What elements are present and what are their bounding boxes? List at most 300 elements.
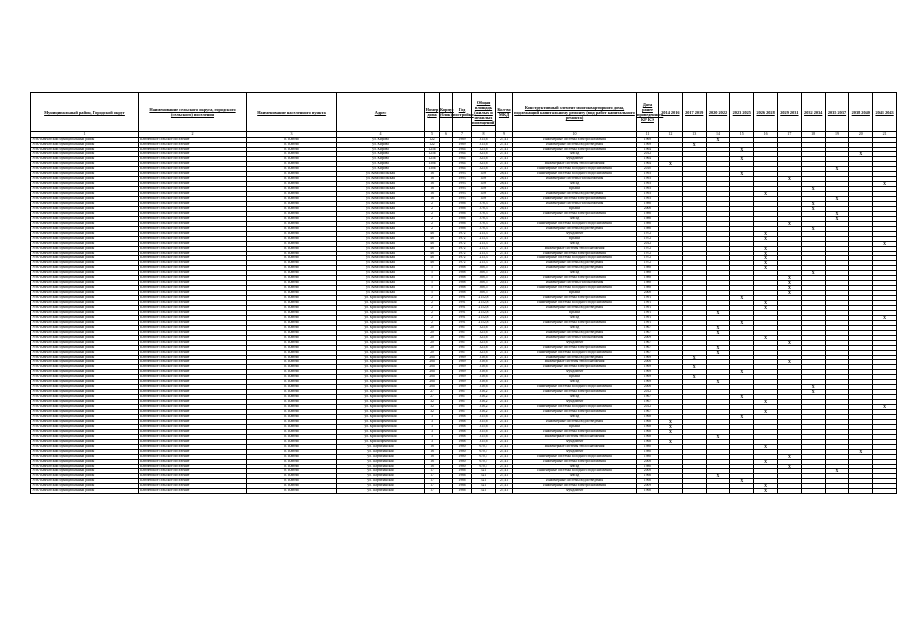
cell-district: Усть-Камчатский муниципальный район: [31, 335, 139, 340]
cell-year: 1968: [453, 414, 472, 419]
cell-count: 27,41: [496, 489, 513, 494]
cell-locality: п. Ключи: [247, 236, 337, 241]
cell-period: X: [659, 424, 683, 429]
cell-year: 1969: [453, 365, 472, 370]
cell-area: 315,6: [472, 414, 496, 419]
cell-year: 1980: [453, 464, 472, 469]
cell-address: ул. Красноармейская: [337, 390, 425, 395]
cell-area: 321: [472, 469, 496, 474]
cell-address: ул. Красноармейская: [337, 405, 425, 410]
cell-prev-repair: 2008: [637, 291, 659, 296]
cell-year: 1986: [453, 206, 472, 211]
cell-element: Инженерные системы холодного водоснабжения: [513, 405, 637, 410]
cell-year: 1991: [453, 296, 472, 301]
cell-period: X: [706, 434, 730, 439]
cell-settlement: Ключевское сельское поселение: [139, 350, 247, 355]
cell-address: ул. Комсомольская: [337, 206, 425, 211]
cell-house: 2: [425, 211, 440, 216]
cell-district: Усть-Камчатский муниципальный район: [31, 410, 139, 415]
cell-settlement: Ключевское сельское поселение: [139, 291, 247, 296]
cell-address: ул. Партизанская: [337, 479, 425, 484]
cell-period: X: [825, 469, 849, 474]
cell-year: 1991: [453, 310, 472, 315]
cell-count: 27,41: [496, 231, 513, 236]
cell-element: Инженерные системы холодного водоснабжения: [513, 221, 637, 226]
cell-prev-repair: 1969: [637, 137, 659, 142]
cell-element: Инженерные системы теплоснабжения: [513, 246, 637, 251]
cell-address: ул. Комсомольская: [337, 197, 425, 202]
cell-locality: п. Ключи: [247, 276, 337, 281]
header-period: 2029 2031: [777, 93, 801, 132]
column-number: 16: [754, 132, 778, 138]
cell-prev-repair: 1972: [637, 236, 659, 241]
cell-district: Усть-Камчатский муниципальный район: [31, 439, 139, 444]
cell-house: 2: [425, 315, 440, 320]
cell-element: Фундамент: [513, 449, 637, 454]
header-period: 2023 2025: [730, 93, 754, 132]
cell-count: 28,41: [496, 182, 513, 187]
cell-period: X: [849, 449, 873, 454]
cell-prev-repair: 1988: [637, 281, 659, 286]
cell-count: 27,41: [496, 345, 513, 350]
cell-count: 27,41: [496, 226, 513, 231]
cell-area: 2152,8: [472, 320, 496, 325]
cell-year: 1972: [453, 261, 472, 266]
cell-address: ул. Комсомольская: [337, 251, 425, 256]
cell-district: Усть-Камчатский муниципальный район: [31, 340, 139, 345]
cell-count: 20,41: [496, 286, 513, 291]
cell-settlement: Ключевское сельское поселение: [139, 172, 247, 177]
cell-element: Фасад: [513, 152, 637, 157]
cell-period: X: [873, 182, 897, 187]
cell-year: 1969: [453, 385, 472, 390]
cell-count: 27,41: [496, 429, 513, 434]
cell-prev-repair: 1986: [637, 201, 659, 206]
cell-district: Усть-Камчатский муниципальный район: [31, 350, 139, 355]
cell-house: 2: [425, 296, 440, 301]
cell-house: 130а: [425, 167, 440, 172]
cell-prev-repair: 1967: [637, 340, 659, 345]
cell-element: Инженерные системы водоотведения: [513, 306, 637, 311]
cell-period: X: [706, 310, 730, 315]
cell-prev-repair: 1993: [637, 172, 659, 177]
cell-address: ул. Красноармейская: [337, 306, 425, 311]
cell-district: Усть-Камчатский муниципальный район: [31, 197, 139, 202]
cell-locality: п. Ключи: [247, 241, 337, 246]
cell-count: 27,41: [496, 434, 513, 439]
cell-period: X: [706, 350, 730, 355]
cell-settlement: Ключевское сельское поселение: [139, 162, 247, 167]
cell-element: Инженерные системы водоотведения: [513, 142, 637, 147]
cell-district: Усть-Камчатский муниципальный район: [31, 464, 139, 469]
cell-locality: п. Ключи: [247, 355, 337, 360]
cell-count: 23,41: [496, 296, 513, 301]
cell-element: Инженерные системы электроснабжения: [513, 296, 637, 301]
cell-prev-repair: 2009: [637, 335, 659, 340]
cell-settlement: Ключевское сельское поселение: [139, 256, 247, 261]
cell-year: 1964: [453, 147, 472, 152]
cell-house: 26а: [425, 380, 440, 385]
cell-year: 1986: [453, 216, 472, 221]
cell-locality: п. Ключи: [247, 251, 337, 256]
cell-prev-repair: 1967: [637, 345, 659, 350]
cell-prev-repair: 1988: [637, 276, 659, 281]
cell-count: 20,41: [496, 281, 513, 286]
cell-district: Усть-Камчатский муниципальный район: [31, 414, 139, 419]
cell-period: X: [825, 211, 849, 216]
cell-address: ул. Красноармейская: [337, 400, 425, 405]
cell-area: 323,6: [472, 345, 496, 350]
cell-house: 2: [425, 216, 440, 221]
header-period: 2014 2016: [659, 93, 683, 132]
cell-period: X: [706, 474, 730, 479]
cell-area: 213,3: [472, 236, 496, 241]
cell-address: ул. Комсомольская: [337, 281, 425, 286]
cell-count: 26,41: [496, 206, 513, 211]
cell-settlement: Ключевское сельское поселение: [139, 187, 247, 192]
cell-district: Усть-Камчатский муниципальный район: [31, 400, 139, 405]
cell-house: 125а: [425, 152, 440, 157]
cell-element: Инженерные системы электроснабжения: [513, 320, 637, 325]
cell-area: 316,2: [472, 395, 496, 400]
cell-area: 459: [472, 177, 496, 182]
cell-element: Инженерные системы электроснабжения: [513, 137, 637, 142]
cell-district: Усть-Камчатский муниципальный район: [31, 281, 139, 286]
cell-district: Усть-Камчатский муниципальный район: [31, 177, 139, 182]
cell-area: 315,6: [472, 424, 496, 429]
column-number: 13: [682, 132, 706, 138]
cell-count: 27,41: [496, 365, 513, 370]
cell-element: Инженерные системы водоотведения: [513, 192, 637, 197]
cell-area: 378,3: [472, 206, 496, 211]
cell-prev-repair: 1993: [637, 197, 659, 202]
cell-house: 16: [425, 454, 440, 459]
cell-district: Усть-Камчатский муниципальный район: [31, 266, 139, 271]
cell-period: X: [754, 301, 778, 306]
cell-locality: п. Ключи: [247, 221, 337, 226]
cell-area: 316,2: [472, 400, 496, 405]
cell-year: 1988: [453, 276, 472, 281]
cell-area: 318,6: [472, 355, 496, 360]
cell-period: X: [706, 345, 730, 350]
cell-district: Усть-Камчатский муниципальный район: [31, 301, 139, 306]
cell-district: Усть-Камчатский муниципальный район: [31, 137, 139, 142]
header-period: 2017 2019: [682, 93, 706, 132]
cell-period: X: [706, 137, 730, 142]
cell-area: 2152,8: [472, 310, 496, 315]
cell-area: 366,5: [472, 291, 496, 296]
cell-area: 318,6: [472, 375, 496, 380]
cell-element: Инженерные системы теплоснабжения: [513, 162, 637, 167]
cell-settlement: Ключевское сельское поселение: [139, 296, 247, 301]
cell-period: X: [754, 266, 778, 271]
cell-year: 1967: [453, 390, 472, 395]
cell-settlement: Ключевское сельское поселение: [139, 360, 247, 365]
cell-address: ул. Красноармейская: [337, 320, 425, 325]
cell-settlement: Ключевское сельское поселение: [139, 157, 247, 162]
cell-count: 27,41: [496, 400, 513, 405]
cell-locality: п. Ключи: [247, 226, 337, 231]
cell-address: ул. Комсомольская: [337, 256, 425, 261]
cell-prev-repair: 1991: [637, 310, 659, 315]
cell-district: Усть-Камчатский муниципальный район: [31, 236, 139, 241]
table-body: [31, 137, 897, 494]
cell-address: ул. Комсомольская: [337, 177, 425, 182]
cell-period: X: [754, 261, 778, 266]
cell-prev-repair: 1972: [637, 256, 659, 261]
cell-prev-repair: 1968: [637, 439, 659, 444]
cell-district: Усть-Камчатский муниципальный район: [31, 231, 139, 236]
cell-district: Усть-Камчатский муниципальный район: [31, 206, 139, 211]
cell-count: 27,41: [496, 414, 513, 419]
cell-address: ул. Красноармейская: [337, 335, 425, 340]
cell-address: ул. Комсомольская: [337, 276, 425, 281]
cell-settlement: Ключевское сельское поселение: [139, 231, 247, 236]
cell-address: ул. Красноармейская: [337, 310, 425, 315]
cell-district: Усть-Камчатский муниципальный район: [31, 429, 139, 434]
cell-element: Инженерные системы холодного водоснабжения: [513, 301, 637, 306]
cell-district: Усть-Камчатский муниципальный район: [31, 152, 139, 157]
cell-house: 5: [425, 291, 440, 296]
cell-count: 27,41: [496, 355, 513, 360]
cell-element: Фасад: [513, 182, 637, 187]
cell-locality: п. Ключи: [247, 211, 337, 216]
cell-count: 23,41: [496, 301, 513, 306]
cell-settlement: Ключевское сельское поселение: [139, 142, 247, 147]
column-number: 10: [513, 132, 637, 138]
cell-year: 1964: [453, 162, 472, 167]
cell-house: 26а: [425, 355, 440, 360]
cell-area: 366,5: [472, 286, 496, 291]
cell-year: 1967: [453, 330, 472, 335]
cell-settlement: Ключевское сельское поселение: [139, 449, 247, 454]
table-row: [31, 489, 897, 494]
cell-count: 27,41: [496, 419, 513, 424]
cell-element: Инженерные системы электроснабжения: [513, 147, 637, 152]
cell-settlement: Ключевское сельское поселение: [139, 385, 247, 390]
cell-house: 16: [425, 177, 440, 182]
cell-settlement: Ключевское сельское поселение: [139, 206, 247, 211]
cell-area: 213,3: [472, 261, 496, 266]
header-address: Адрес: [337, 93, 425, 132]
cell-count: 23,41: [496, 310, 513, 315]
cell-settlement: Ключевское сельское поселение: [139, 286, 247, 291]
cell-settlement: Ключевское сельское поселение: [139, 320, 247, 325]
cell-count: 28,41: [496, 192, 513, 197]
cell-count: 27,41: [496, 246, 513, 251]
cell-area: 321: [472, 474, 496, 479]
cell-area: 323,6: [472, 325, 496, 330]
cell-locality: п. Ключи: [247, 192, 337, 197]
cell-locality: п. Ключи: [247, 137, 337, 142]
cell-locality: п. Ключи: [247, 246, 337, 251]
cell-period: X: [801, 226, 825, 231]
cell-area: 323,6: [472, 162, 496, 167]
cell-locality: п. Ключи: [247, 266, 337, 271]
cell-area: 315,6: [472, 439, 496, 444]
cell-district: Усть-Камчатский муниципальный район: [31, 360, 139, 365]
cell-locality: п. Ключи: [247, 469, 337, 474]
cell-area: 321: [472, 489, 496, 494]
cell-settlement: Ключевское сельское поселение: [139, 424, 247, 429]
cell-house: 3: [425, 434, 440, 439]
cell-locality: п. Ключи: [247, 419, 337, 424]
cell-address: ул. Красноармейская: [337, 424, 425, 429]
cell-period: X: [777, 291, 801, 296]
cell-area: 318,6: [472, 380, 496, 385]
cell-element: Инженерные системы водоотведения: [513, 261, 637, 266]
cell-count: 27,41: [496, 340, 513, 345]
cell-address: ул. Красноармейская: [337, 410, 425, 415]
cell-year: 1986: [453, 211, 472, 216]
cell-element: Фасад: [513, 271, 637, 276]
cell-settlement: Ключевское сельское поселение: [139, 390, 247, 395]
cell-year: 1964: [453, 167, 472, 172]
cell-house: 46: [425, 246, 440, 251]
cell-prev-repair: 1993: [637, 192, 659, 197]
cell-count: 27,41: [496, 439, 513, 444]
cell-period: X: [730, 147, 754, 152]
cell-house: 32: [425, 400, 440, 405]
cell-address: ул. Комсомольская: [337, 246, 425, 251]
column-number: 20: [849, 132, 873, 138]
cell-area: 378,3: [472, 221, 496, 226]
cell-locality: п. Ключи: [247, 414, 337, 419]
cell-element: Инженерные системы водоотведения: [513, 330, 637, 335]
cell-house: 20: [425, 345, 440, 350]
cell-prev-repair: 1991: [637, 320, 659, 325]
cell-element: Фундамент: [513, 340, 637, 345]
cell-count: 27,41: [496, 479, 513, 484]
cell-house: 16: [425, 459, 440, 464]
cell-settlement: Ключевское сельское поселение: [139, 405, 247, 410]
cell-period: X: [682, 355, 706, 360]
cell-district: Усть-Камчатский муниципальный район: [31, 419, 139, 424]
cell-year: 1967: [453, 350, 472, 355]
cell-count: 27,41: [496, 256, 513, 261]
cell-address: ул. Комсомольская: [337, 271, 425, 276]
cell-year: 1988: [453, 271, 472, 276]
cell-year: 1967: [453, 400, 472, 405]
cell-element: Инженерные системы водоотведения: [513, 226, 637, 231]
cell-house: 26а: [425, 360, 440, 365]
cell-district: Усть-Камчатский муниципальный район: [31, 320, 139, 325]
cell-settlement: Ключевское сельское поселение: [139, 211, 247, 216]
cell-area: 316,2: [472, 410, 496, 415]
cell-year: 1967: [453, 405, 472, 410]
cell-house: 3: [425, 429, 440, 434]
cell-prev-repair: 2006: [637, 385, 659, 390]
cell-area: 323,6: [472, 340, 496, 345]
cell-district: Усть-Камчатский муниципальный район: [31, 469, 139, 474]
cell-period: X: [754, 400, 778, 405]
cell-district: Усть-Камчатский муниципальный район: [31, 434, 139, 439]
cell-settlement: Ключевское сельское поселение: [139, 251, 247, 256]
cell-prev-repair: 2008: [637, 469, 659, 474]
cell-house: 32: [425, 405, 440, 410]
cell-area: 321: [472, 479, 496, 484]
cell-district: Усть-Камчатский муниципальный район: [31, 479, 139, 484]
cell-prev-repair: 1986: [637, 216, 659, 221]
cell-prev-repair: 2008: [637, 459, 659, 464]
cell-locality: п. Ключи: [247, 335, 337, 340]
cell-period: X: [659, 162, 683, 167]
cell-house: 32: [425, 410, 440, 415]
cell-address: ул. Красноармейская: [337, 350, 425, 355]
cell-district: Усть-Камчатский муниципальный район: [31, 375, 139, 380]
cell-house: 16: [425, 449, 440, 454]
cell-settlement: Ключевское сельское поселение: [139, 410, 247, 415]
cell-period: [659, 489, 683, 494]
cell-prev-repair: 1980: [637, 449, 659, 454]
cell-district: Усть-Камчатский муниципальный район: [31, 172, 139, 177]
header-period: 2041 2043: [873, 93, 897, 132]
cell-settlement: Ключевское сельское поселение: [139, 370, 247, 375]
cell-district: Усть-Камчатский муниципальный район: [31, 211, 139, 216]
cell-count: 23,41: [496, 320, 513, 325]
cell-period: X: [777, 454, 801, 459]
cell-year: 1988: [453, 266, 472, 271]
header-prev-repair: Дата ранее проведенного КР КЭ: [637, 93, 659, 132]
column-number: 4: [337, 132, 425, 138]
cell-count: 27,41: [496, 459, 513, 464]
cell-settlement: Ключевское сельское поселение: [139, 459, 247, 464]
cell-period: X: [777, 221, 801, 226]
cell-count: 27,41: [496, 410, 513, 415]
cell-year: 1972: [453, 251, 472, 256]
cell-prev-repair: 1964: [637, 157, 659, 162]
cell-year: 1969: [453, 375, 472, 380]
cell-district: Усть-Камчатский муниципальный район: [31, 395, 139, 400]
cell-period: [825, 489, 849, 494]
cell-district: Усть-Камчатский муниципальный район: [31, 459, 139, 464]
cell-area: 213,3: [472, 251, 496, 256]
cell-district: Усть-Камчатский муниципальный район: [31, 296, 139, 301]
cell-settlement: Ключевское сельское поселение: [139, 345, 247, 350]
cell-prev-repair: 1991: [637, 301, 659, 306]
cell-district: Усть-Камчатский муниципальный район: [31, 449, 139, 454]
column-number: 8: [472, 132, 496, 138]
header-settlement: Наименование сельского округа, городского (сельского) поселения: [139, 93, 247, 132]
cell-element: Инженерные системы холодного водоснабжения: [513, 256, 637, 261]
cell-house: 20: [425, 330, 440, 335]
cell-locality: п. Ключи: [247, 375, 337, 380]
cell-district: Усть-Камчатский муниципальный район: [31, 325, 139, 330]
cell-element: Фасад: [513, 380, 637, 385]
cell-area: 459: [472, 187, 496, 192]
cell-district: Усть-Камчатский муниципальный район: [31, 385, 139, 390]
cell-period: X: [682, 365, 706, 370]
cell-house: 3: [425, 424, 440, 429]
cell-prev-repair: 1980: [637, 464, 659, 469]
cell-count: 20,41: [496, 271, 513, 276]
cell-house: 2: [425, 206, 440, 211]
cell-period: X: [730, 395, 754, 400]
cell-address: ул. Комсомольская: [337, 211, 425, 216]
column-number: 19: [825, 132, 849, 138]
cell-period: X: [873, 315, 897, 320]
cell-district: Усть-Камчатский муниципальный район: [31, 405, 139, 410]
cell-count: 27,41: [496, 464, 513, 469]
column-number: 15: [730, 132, 754, 138]
cell-locality: п. Ключи: [247, 271, 337, 276]
cell-area: 315,6: [472, 434, 496, 439]
cell-house: 26а: [425, 375, 440, 380]
cell-area: 2152,8: [472, 296, 496, 301]
cell-prev-repair: 1968: [637, 414, 659, 419]
cell-year: 1969: [453, 142, 472, 147]
column-number: 21: [873, 132, 897, 138]
